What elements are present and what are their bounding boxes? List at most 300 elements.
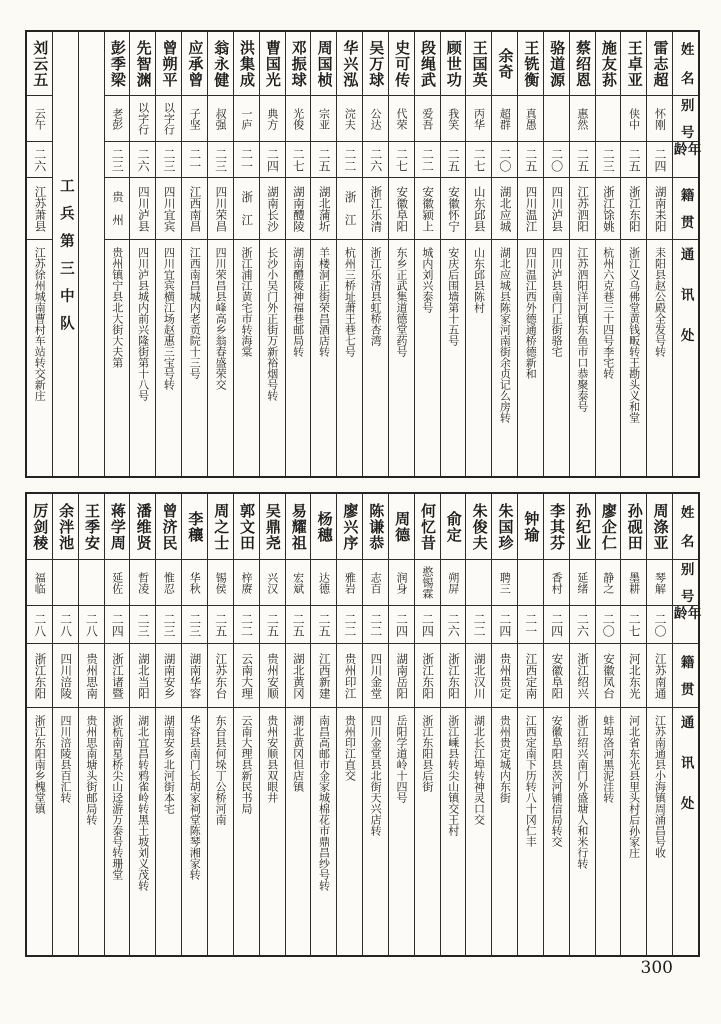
origin-cell (53, 644, 78, 708)
age-cell (337, 142, 362, 178)
person-alias: 福临 (33, 571, 47, 594)
person-origin: 安徽凤台 (602, 652, 617, 699)
contact-cell (105, 240, 130, 476)
age-cell (182, 606, 207, 644)
roster-column-person (259, 494, 285, 955)
name-cell (647, 32, 672, 96)
alias-cell (53, 560, 78, 606)
roster-column-person (129, 494, 155, 955)
person-name: 周国桢 (315, 39, 334, 88)
origin-cell (105, 178, 130, 240)
alias-cell (441, 560, 466, 606)
person-age: 二六 (136, 147, 151, 172)
person-alias: 以字行 (136, 102, 150, 135)
age-cell (518, 606, 543, 644)
person-age: 二〇 (652, 612, 667, 637)
header-origin-cell (673, 644, 698, 708)
origin-cell (647, 644, 672, 708)
name-cell (570, 32, 595, 96)
age-cell (234, 606, 259, 644)
roster-column-person (104, 494, 130, 955)
header-label-age: 年 龄 (670, 606, 701, 633)
person-name: 潘维贤 (134, 502, 153, 551)
alias-cell (27, 96, 52, 142)
roster-column-person (646, 494, 672, 955)
contact-cell (156, 708, 181, 955)
person-origin: 浙江馀姚 (602, 185, 617, 232)
person-age: 二四 (549, 612, 564, 637)
origin-cell (415, 644, 440, 708)
age-cell (105, 606, 130, 644)
person-alias: 惠然 (575, 107, 589, 130)
person-origin: 江西新建 (317, 652, 332, 699)
name-cell (311, 494, 336, 560)
person-contact: 岳阳学道岭十四号 (395, 715, 409, 803)
age-cell (208, 142, 233, 178)
roster-column-person (104, 32, 130, 476)
name-cell (466, 494, 491, 560)
roster-column-person (595, 494, 621, 955)
person-age: 二五 (265, 612, 280, 637)
contact-cell (286, 708, 311, 955)
contact-cell (260, 708, 285, 955)
person-alias: 光俊 (291, 107, 305, 130)
person-alias: 真愚 (524, 107, 538, 130)
age-cell (415, 142, 440, 178)
person-age: 二五 (575, 147, 590, 172)
name-cell (337, 494, 362, 560)
person-contact: 湖北应城县陈家河南街余贞记么房转 (498, 247, 512, 423)
person-alias: 公达 (369, 107, 383, 130)
name-cell (596, 494, 621, 560)
person-name: 曹国光 (263, 39, 282, 88)
alias-cell (544, 560, 569, 606)
age-cell (156, 606, 181, 644)
origin-cell (544, 178, 569, 240)
person-alias: 聘三 (498, 571, 512, 594)
person-origin: 湖北汉川 (472, 652, 487, 699)
person-origin: 四川金堂 (369, 652, 384, 699)
alias-cell (286, 560, 311, 606)
person-alias: 雅岩 (343, 571, 357, 594)
person-alias: 超群 (498, 107, 512, 130)
person-age: 二二 (368, 612, 383, 637)
origin-cell (596, 178, 621, 240)
person-alias: 爱吾 (420, 107, 434, 130)
contact-cell (311, 708, 336, 955)
person-age: 二二 (342, 612, 357, 637)
person-contact: 浙江绍兴南门外盛塘人和米行转 (575, 715, 589, 869)
header-label-contact: 通 讯 处 (677, 715, 694, 810)
roster-column-person (155, 494, 181, 955)
age-cell (544, 606, 569, 644)
person-origin: 江西定南 (524, 652, 539, 699)
origin-cell (311, 178, 336, 240)
person-contact: 东乡正武集道德堂药号 (395, 247, 409, 357)
age-cell (79, 606, 104, 644)
age-cell (466, 606, 491, 644)
person-name: 王国英 (470, 39, 489, 88)
alias-cell (621, 560, 646, 606)
roster-column-person (207, 494, 233, 955)
header-label-alias: 别 号 (677, 562, 694, 603)
origin-cell (79, 644, 104, 708)
age-cell (441, 142, 466, 178)
person-alias: 憨锡霖 (420, 566, 434, 599)
roster-column-person (491, 494, 517, 955)
origin-cell (234, 644, 259, 708)
origin-cell (441, 178, 466, 240)
person-name: 李其芬 (548, 502, 567, 551)
alias-cell (337, 96, 362, 142)
age-cell (53, 606, 78, 644)
person-contact: 四川宜宾横江场赵惠三宝号转 (162, 247, 176, 390)
name-cell (234, 494, 259, 560)
name-cell (208, 32, 233, 96)
person-alias: 锡侯 (214, 571, 228, 594)
person-age: 二一 (523, 612, 538, 637)
contact-cell (182, 708, 207, 955)
age-cell (130, 142, 155, 178)
origin-cell (130, 644, 155, 708)
person-contact: 贵州印江直交 (343, 715, 357, 781)
person-origin: 湖南华容 (188, 652, 203, 699)
name-cell (105, 494, 130, 560)
person-alias: 一庐 (239, 107, 253, 130)
name-cell (27, 494, 52, 560)
roster-column-header (670, 32, 701, 476)
header-contact-cell (673, 240, 698, 476)
person-alias: 志百 (369, 571, 383, 594)
person-contact: 耒阳县赵公殿全发号转 (653, 247, 667, 357)
contact-cell (415, 708, 440, 955)
person-contact: 江苏泗阳洋河镇东鱼市口恭聚泰号 (575, 247, 589, 412)
person-alias: 丙华 (472, 107, 486, 130)
person-age: 二四 (394, 612, 409, 637)
person-origin: 贵州贵定 (498, 652, 513, 699)
person-name: 蒋学周 (108, 502, 127, 551)
roster-column-person (181, 494, 207, 955)
contact-cell (389, 708, 414, 955)
origin-cell (156, 178, 181, 240)
alias-cell (596, 96, 621, 142)
origin-cell (260, 178, 285, 240)
person-origin: 江苏南通 (653, 652, 668, 699)
origin-cell (363, 178, 388, 240)
person-contact: 江西定南下历转八十冈仁丰 (524, 715, 538, 847)
age-cell (621, 142, 646, 178)
person-origin: 贵州思南 (85, 652, 100, 699)
contact-cell (182, 240, 207, 476)
roster-column-person (259, 32, 285, 476)
person-age: 二二 (420, 147, 435, 172)
alias-cell (208, 560, 233, 606)
person-name: 余泮池 (57, 502, 76, 551)
person-age: 二八 (58, 612, 73, 637)
contact-cell (544, 708, 569, 955)
name-cell (518, 494, 543, 560)
person-contact: 河北省东光县里头村后孙家庄 (627, 715, 641, 858)
origin-cell (544, 644, 569, 708)
roster-column-section (52, 32, 78, 476)
contact-cell (53, 708, 78, 955)
alias-cell (518, 96, 543, 142)
age-cell (311, 606, 336, 644)
person-alias: 怀刚 (653, 107, 667, 130)
person-name: 华兴泓 (341, 39, 360, 88)
name-cell (286, 32, 311, 96)
person-age: 二二 (472, 612, 487, 637)
contact-cell (492, 240, 517, 476)
name-cell (621, 32, 646, 96)
person-origin: 四川宜宾 (162, 185, 177, 232)
alias-cell (27, 560, 52, 606)
origin-cell (415, 178, 440, 240)
person-origin: 湖南耒阳 (653, 185, 668, 232)
alias-cell (570, 560, 595, 606)
person-name: 易耀祖 (289, 502, 308, 551)
alias-cell (79, 560, 104, 606)
roster-column-person (465, 494, 491, 955)
age-cell (208, 606, 233, 644)
person-name: 陈谦恭 (367, 502, 386, 551)
alias-cell (105, 560, 130, 606)
person-contact: 安徽阜阳县茨河铺信局转交 (550, 715, 564, 847)
person-alias: 老彭 (110, 107, 124, 130)
name-cell (544, 32, 569, 96)
person-age: 二三 (161, 147, 176, 172)
person-name: 施友荪 (599, 39, 618, 88)
person-age: 二五 (446, 147, 461, 172)
name-cell (596, 32, 621, 96)
contact-cell (311, 240, 336, 476)
person-age: 二一 (239, 147, 254, 172)
alias-cell (492, 560, 517, 606)
person-origin: 贵州安顺 (266, 652, 281, 699)
person-age: 二三 (110, 147, 125, 172)
header-label-name: 姓 名 (677, 504, 694, 549)
person-name: 朱俊夫 (470, 502, 489, 551)
contact-cell (621, 708, 646, 955)
name-cell (441, 32, 466, 96)
header-age-cell (670, 606, 701, 644)
alias-cell (260, 560, 285, 606)
header-origin-cell (673, 178, 698, 240)
person-age: 二五 (291, 612, 306, 637)
origin-cell (570, 178, 595, 240)
origin-cell (518, 178, 543, 240)
roster-column-person (414, 32, 440, 476)
age-cell (286, 142, 311, 178)
person-alias: 哲凌 (136, 571, 150, 594)
alias-cell (466, 560, 491, 606)
origin-cell (182, 644, 207, 708)
name-cell (105, 32, 130, 96)
age-cell (596, 142, 621, 178)
contact-cell (79, 708, 104, 955)
contact-cell (647, 708, 672, 955)
roster-column-person (440, 32, 466, 476)
age-cell (286, 606, 311, 644)
alias-cell (647, 560, 672, 606)
contact-cell (647, 240, 672, 476)
person-contact: 山东邱县陈村 (472, 247, 486, 313)
name-cell (544, 494, 569, 560)
origin-cell (130, 178, 155, 240)
alias-cell (156, 560, 181, 606)
age-cell (311, 142, 336, 178)
origin-cell (492, 644, 517, 708)
person-origin: 江苏东台 (214, 652, 229, 699)
name-cell (389, 494, 414, 560)
alias-cell (311, 560, 336, 606)
origin-cell (286, 644, 311, 708)
person-alias: 朔屏 (446, 571, 460, 594)
age-cell (260, 142, 285, 178)
roster-column-person (388, 494, 414, 955)
person-origin: 湖南安乡 (162, 652, 177, 699)
person-name: 李穰 (186, 510, 205, 543)
person-origin: 安徽颍上 (421, 185, 436, 232)
header-label-contact: 通 讯 处 (677, 247, 694, 342)
person-name: 王铣衡 (522, 39, 541, 88)
alias-cell (518, 560, 543, 606)
person-name: 洪集成 (238, 39, 257, 88)
person-alias: 典方 (265, 107, 279, 130)
alias-cell (156, 96, 181, 142)
person-origin: 浙江东阳 (421, 652, 436, 699)
person-name: 彭季梁 (108, 39, 127, 88)
person-origin: 湖南长沙 (266, 185, 281, 232)
person-contact: 湖北宜昌转鸦雀岭转黑土坡刘义茂转 (136, 715, 150, 891)
origin-cell (389, 178, 414, 240)
person-age: 二一 (187, 147, 202, 172)
roster-column-person (362, 494, 388, 955)
person-origin: 江苏萧县 (33, 185, 48, 232)
alias-cell (415, 560, 440, 606)
person-age: 二〇 (497, 147, 512, 172)
person-alias: 香村 (550, 571, 564, 594)
alias-cell (337, 560, 362, 606)
name-cell (53, 494, 78, 560)
origin-cell (105, 644, 130, 708)
person-age: 二四 (420, 612, 435, 637)
name-cell (79, 494, 104, 560)
person-contact: 江西南昌城内老贡院十三号 (188, 247, 202, 379)
age-cell (389, 142, 414, 178)
person-name: 杨穗 (315, 510, 334, 543)
roster-column-person (620, 32, 646, 476)
header-alias-cell (673, 560, 698, 606)
person-contact: 南昌高邮市金家城棉花市鼎昌纱号转 (317, 715, 331, 891)
age-cell (570, 606, 595, 644)
roster-column-person (362, 32, 388, 476)
contact-cell (441, 708, 466, 955)
age-cell (260, 606, 285, 644)
person-origin: 湖北蒲圻 (317, 185, 332, 232)
person-age: 二五 (523, 147, 538, 172)
age-cell (441, 606, 466, 644)
name-cell (260, 494, 285, 560)
origin-cell (208, 644, 233, 708)
person-name: 朱国珍 (496, 502, 515, 551)
roster-column-header (670, 494, 701, 955)
roster-column-person (440, 494, 466, 955)
alias-cell (389, 560, 414, 606)
contact-cell (260, 240, 285, 476)
alias-cell (182, 96, 207, 142)
person-name: 曾朔平 (160, 39, 179, 88)
person-alias: 叔强 (214, 107, 228, 130)
person-contact: 安庆后围墙第十五号 (446, 247, 460, 346)
name-cell (234, 32, 259, 96)
age-cell (234, 142, 259, 178)
age-cell (156, 142, 181, 178)
person-alias: 代荣 (395, 107, 409, 130)
person-age: 二六 (368, 147, 383, 172)
person-name: 钟瑜 (522, 510, 541, 543)
roster-column-person (543, 494, 569, 955)
alias-cell (544, 96, 569, 142)
person-origin: 浙 江 (343, 191, 358, 226)
person-age: 二五 (213, 612, 228, 637)
person-origin: 浙江东阳 (627, 185, 642, 232)
roster-column-person (129, 32, 155, 476)
person-name: 雷志超 (651, 39, 670, 88)
origin-cell (182, 178, 207, 240)
name-cell (621, 494, 646, 560)
person-age: 二三 (601, 147, 616, 172)
person-age: 二七 (291, 147, 306, 172)
contact-cell (337, 708, 362, 955)
contact-cell (492, 708, 517, 955)
origin-cell (647, 178, 672, 240)
person-age: 二三 (161, 612, 176, 637)
age-cell (130, 606, 155, 644)
person-name: 刘云五 (31, 39, 50, 88)
person-alias: 润身 (395, 571, 409, 594)
roster-column-person (491, 32, 517, 476)
age-cell (518, 142, 543, 178)
name-cell (363, 494, 388, 560)
person-contact: 江苏南通县小海镇周涌昌号收 (653, 715, 667, 858)
roster-table-top (25, 30, 700, 478)
person-origin: 浙江东阳 (33, 652, 48, 699)
roster-column-person (414, 494, 440, 955)
alias-cell (286, 96, 311, 142)
person-alias: 延佐 (110, 571, 124, 594)
roster-column-person (543, 32, 569, 476)
origin-cell (27, 178, 52, 240)
header-alias-cell (673, 96, 698, 142)
alias-cell (415, 96, 440, 142)
age-cell (544, 142, 569, 178)
person-age: 二六 (32, 147, 47, 172)
person-age: 二二 (342, 147, 357, 172)
name-cell (156, 32, 181, 96)
contact-cell (363, 708, 388, 955)
person-age: 二七 (472, 147, 487, 172)
person-origin: 江西南昌 (188, 185, 203, 232)
alias-cell (647, 96, 672, 142)
age-cell (389, 606, 414, 644)
contact-cell (234, 708, 259, 955)
alias-cell (208, 96, 233, 142)
origin-cell (27, 644, 52, 708)
contact-cell (130, 708, 155, 955)
person-name: 何忆昔 (418, 502, 437, 551)
person-origin: 湖北当阳 (136, 652, 151, 699)
